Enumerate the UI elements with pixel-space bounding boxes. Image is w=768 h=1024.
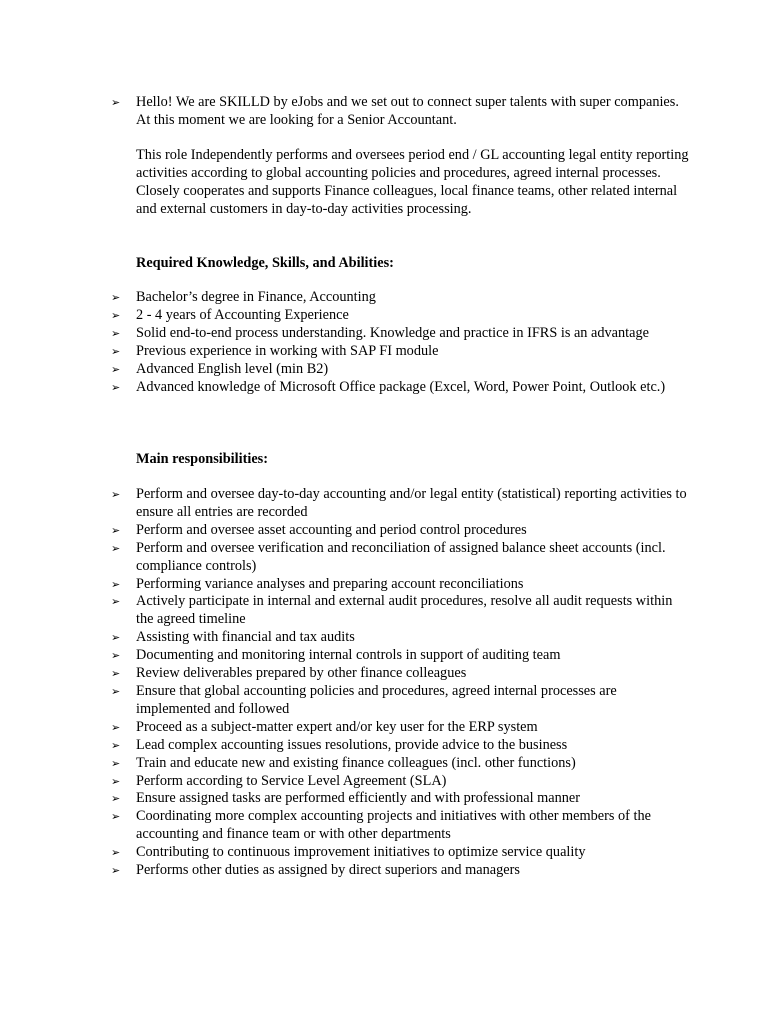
list-item [111, 361, 691, 379]
requirement-text: Previous experience in working with SAP FI module [136, 342, 439, 359]
list-item [111, 647, 691, 665]
responsibility-text: Ensure that global accounting policies and procedures, agreed internal processes are implemented and followed [136, 682, 617, 717]
arrow-bullet-icon: ➢ [111, 362, 121, 376]
requirements-list [111, 289, 691, 396]
requirements-heading: Required Knowledge, Skills, and Abilities: [136, 255, 394, 271]
requirement-text: Advanced knowledge of Microsoft Office package (Excel, Word, Power Point, Outlook etc.) [136, 378, 666, 395]
responsibility-text: Coordinating more complex accounting projects and initiatives with other members of the accounting and finance team or with other departments [136, 808, 651, 843]
list-item-intro [111, 94, 691, 130]
arrow-bullet-icon: ➢ [111, 577, 121, 591]
arrow-bullet-icon: ➢ [111, 380, 121, 394]
arrow-bullet-icon: ➢ [111, 595, 121, 609]
requirement-text: Bachelor’s degree in Finance, Accounting [136, 289, 376, 305]
list-item [111, 755, 691, 773]
list-item [111, 522, 691, 540]
list-item [111, 325, 691, 343]
arrow-bullet-icon: ➢ [111, 308, 121, 322]
responsibility-text: Lead complex accounting issues resolutions, provide advice to the business [136, 736, 568, 753]
arrow-bullet-icon: ➢ [111, 738, 121, 752]
list-item [111, 844, 691, 862]
requirement-text: Advanced English level (min B2) [136, 360, 329, 377]
list-item [111, 289, 691, 307]
responsibility-text: Perform and oversee asset accounting and period control procedures [136, 521, 527, 538]
arrow-bullet-icon: ➢ [111, 810, 121, 824]
arrow-bullet-icon: ➢ [111, 488, 121, 501]
arrow-bullet-icon: ➢ [111, 774, 121, 788]
responsibility-text: Performing variance analyses and preparing account reconciliations [136, 575, 524, 592]
responsibility-text: Ensure assigned tasks are performed efficiently and with professional manner [136, 790, 580, 807]
arrow-bullet-icon: ➢ [111, 649, 121, 663]
list-item [111, 593, 691, 629]
intro-hello-text: Hello! We are SKILLD by eJobs and we set out to connect super talents with super companies. At this moment we are looking for a Senior Accountant. [136, 94, 679, 128]
arrow-bullet-icon: ➢ [111, 792, 121, 806]
responsibility-text: Documenting and monitoring internal controls in support of auditing team [136, 647, 561, 664]
responsibility-text: Proceed as a subject-matter expert and/or key user for the ERP system [136, 718, 538, 735]
responsibilities-list [111, 486, 691, 880]
arrow-bullet-icon: ➢ [111, 96, 121, 109]
list-item [111, 737, 691, 755]
responsibility-text: Assisting with financial and tax audits [136, 629, 355, 646]
list-item [111, 808, 691, 844]
arrow-bullet-icon: ➢ [111, 291, 121, 304]
responsibilities-heading: Main responsibilities: [136, 451, 268, 467]
list-item [111, 343, 691, 361]
responsibility-text: Actively participate in internal and external audit procedures, resolve all audit requests within the agreed timeline [136, 593, 673, 628]
responsibility-text: Perform according to Service Level Agreement (SLA) [136, 772, 447, 789]
arrow-bullet-icon: ➢ [111, 344, 121, 358]
list-item [111, 629, 691, 647]
arrow-bullet-icon: ➢ [111, 864, 121, 878]
list-item [111, 683, 691, 719]
arrow-bullet-icon: ➢ [111, 684, 121, 698]
arrow-bullet-icon: ➢ [111, 631, 121, 645]
list-item [111, 773, 691, 791]
arrow-bullet-icon: ➢ [111, 541, 121, 555]
arrow-bullet-icon: ➢ [111, 326, 121, 340]
arrow-bullet-icon: ➢ [111, 720, 121, 734]
list-item [111, 790, 691, 808]
responsibility-text: Train and educate new and existing finance colleagues (incl. other functions) [136, 754, 576, 771]
responsibility-text: Review deliverables prepared by other finance colleagues [136, 665, 467, 682]
responsibility-text: Perform and oversee verification and reconciliation of assigned balance sheet accounts (incl. compliance controls) [136, 539, 666, 574]
arrow-bullet-icon: ➢ [111, 667, 121, 681]
requirement-text: Solid end-to-end process understanding. Knowledge and practice in IFRS is an advantage [136, 324, 649, 341]
list-item [111, 379, 691, 397]
responsibility-text: Perform and oversee day-to-day accounting and/or legal entity (statistical) reporting activities to ensure all entries are recorded [136, 486, 687, 520]
role-description: This role Independently performs and oversees period end / GL accounting legal entity reporting activities according to global accounting policies and procedures, agreed internal processes. Closely cooperates and supports Finance colleagues, local finance teams, other related internal and external customers in day-to-day activities processing. [136, 147, 689, 217]
list-item [111, 862, 691, 880]
responsibility-text: Performs other duties as assigned by direct superiors and managers [136, 862, 520, 879]
arrow-bullet-icon: ➢ [111, 756, 121, 770]
responsibility-text: Contributing to continuous improvement initiatives to optimize service quality [136, 844, 586, 861]
list-item [111, 576, 691, 594]
arrow-bullet-icon: ➢ [111, 846, 121, 860]
requirement-text: 2 - 4 years of Accounting Experience [136, 306, 349, 323]
list-item [111, 719, 691, 737]
intro-list [111, 94, 691, 130]
list-item [111, 540, 691, 576]
list-item [111, 665, 691, 683]
list-item [111, 486, 691, 522]
arrow-bullet-icon: ➢ [111, 523, 121, 537]
list-item [111, 307, 691, 325]
